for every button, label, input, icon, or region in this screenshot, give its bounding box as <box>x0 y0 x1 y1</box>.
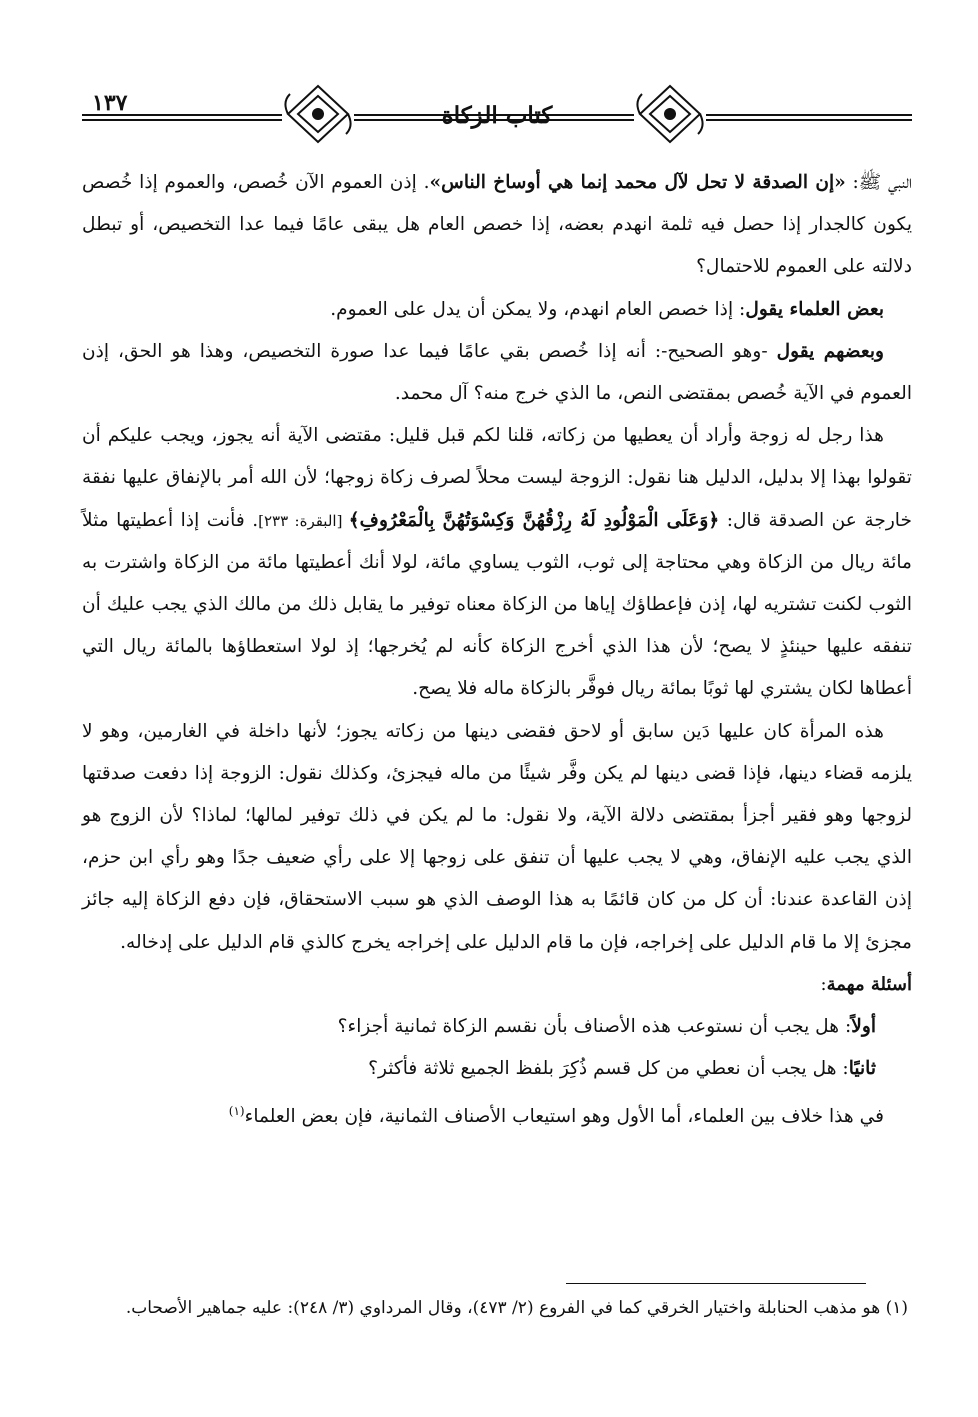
footnote-marker: (١) <box>228 1104 245 1119</box>
p1-text: . إذن العموم الآن خُصص، والعموم إذا خُصص يكون كالجدار إذا حصل فيه ثلمة انهدم بعضه، إذا خصص العام هل يبقى عامًا فيما عدا التخصيص، أو تبطل دلالته على العموم للاحتمال؟ <box>82 172 912 278</box>
question-2-text: : هل يجب أن نعطي من كل قسم ذُكِرَ بلفظ الجميع ثلاثة فأكثر؟ <box>368 1058 849 1080</box>
p3-lead: وبعضهم يقول <box>776 340 884 362</box>
quran-ref: [البقرة: ٢٣٣] <box>258 511 349 530</box>
paragraph-2 <box>82 289 912 331</box>
p6-text: في هذا خلاف بين العلماء، أما الأول وهو استيعاب الأصناف الثمانية، فإن بعض العلماء <box>244 1106 884 1128</box>
footnote-1: (١) هو مذهب الحنابلة واختيار الخرقي كما في الفروع (٢/ ٤٧٣)، وقال المرداوي (٣/ ٢٤٨): عليه جماهير الأصحاب. <box>125 1298 908 1318</box>
paragraph-3 <box>82 331 912 415</box>
p3-text: -وهو الصحيح-: أنه إذا خُصص بقي عامًا فيما عدا صورة التخصيص، وهذا هو الحق، إذن العموم في الآية خُصص بمقتضى النص، ما الذي خرج منه؟ آل محمد. <box>82 340 912 405</box>
right-ornament-icon <box>634 82 706 146</box>
left-ornament-icon <box>282 82 354 146</box>
p1-lead: النبي ﷺ: <box>845 172 912 193</box>
page-header <box>82 78 912 148</box>
questions-heading-text: أسئلة مهمة <box>826 973 912 995</box>
paragraph-1 <box>82 162 912 289</box>
chapter-title: كتاب الزكاة <box>441 102 553 129</box>
hadith-quote: «إن الصدقة لا تحل لآل محمد إنما هي أوساخ الناس» <box>429 172 846 193</box>
footnote-divider <box>566 1283 866 1284</box>
questions-heading-colon: : <box>820 973 827 995</box>
p4-text-b: . فأنت إذا أعطيتها مثلاً مائة ريال من الزكاة وهي محتاجة إلى ثوب، الثوب يساوي مائة، لولا أنك أعطيتها مائة من الزكاة واشترت به الثوب لكنت تشتريه لها، إذن فإعطاؤك إياها من الزكاة معناه توفير ما يقابل ذلك من مالك الذي يجب عليك أن تنفقه عليها حينئذٍ لا يصح؛ لأن هذا الذي أخرج الزكاة كأنه لم يُخرجها؛ إذ لولا استعطاؤها بالمائة ريال التي أعطاها لكان يشتري لها ثوبًا بمائة ريال فوفَّر بالزكاة ماله فلا يصح. <box>82 509 912 700</box>
question-1-label: أولاً <box>851 1016 876 1038</box>
question-1 <box>82 1006 912 1048</box>
quran-verse: ﴿وَعَلَى الْمَوْلُودِ لَهُ رِزْقُهُنَّ وَكِسْوَتُهُنَّ بِالْمَعْرُوفِ﴾ <box>348 509 720 531</box>
questions-heading <box>82 964 912 1006</box>
p4-text-a: هذا رجل له زوجة وأراد أن يعطيها من زكاته، قلنا لكم قبل قليل: مقتضى الآية أنه يجوز، ويجب عليكم أن تقولوا بهذا إلا بدليل، الدليل هنا نقول: الزوجة ليست محلاً لصرف زكاة زوجها؛ لأن الله أمر بالإنفاق عليها نفقة خارجة عن الصدقة قال: <box>82 425 912 531</box>
footnotes <box>82 1293 912 1324</box>
question-2 <box>82 1048 912 1090</box>
question-2-label: ثانيًا <box>848 1058 876 1080</box>
paragraph-4 <box>82 415 912 710</box>
paragraph-5: هذه المرأة كان عليها دَين سابق أو لاحق فقضى دينها من زكاته يجوز؛ لأنها داخلة في الغارمين، وهو لا يلزمه قضاء دينها، فإذا قضى دينها لم يكن وفَّر شيئًا من ماله فيجزئ، وكذلك نقول: الزوجة إذا دفعت صدقتها لزوجها وهو فقير أجزأ بمقتضى دلالة الآية، ولا نقول: ما لم يكن في ذلك توفير لمالها؛ لماذا؟ لأن الزوج هو الذي يجب عليه الإنفاق، وهي لا يجب عليها أن تنفق على زوجها إلا على رأي ضعيف جدًا وهو رأي ابن حزم، إذن القاعدة عندنا: أن كل من كان قائمًا به هذا الوصف الذي هو سبب الاستحقاق، فإن دفع الزكاة إليه جائز مجزئ إلا ما قام الدليل على إخراجه، فإن ما قام الدليل على إخراجه يخرج كالذي قام الدليل على إدخاله. <box>82 720 912 953</box>
p2-text: : إذا خصص العام انهدم، ولا يمكن أن يدل على العموم. <box>330 298 746 320</box>
question-1-text: : هل يجب أن نستوعب هذه الأصناف بأن نقسم الزكاة ثمانية أجزاء؟ <box>337 1016 852 1038</box>
paragraph-6 <box>82 1090 912 1138</box>
page-number: ١٣٧ <box>92 90 128 116</box>
main-text <box>82 162 912 1139</box>
p2-lead: بعض العلماء يقول <box>745 298 884 320</box>
